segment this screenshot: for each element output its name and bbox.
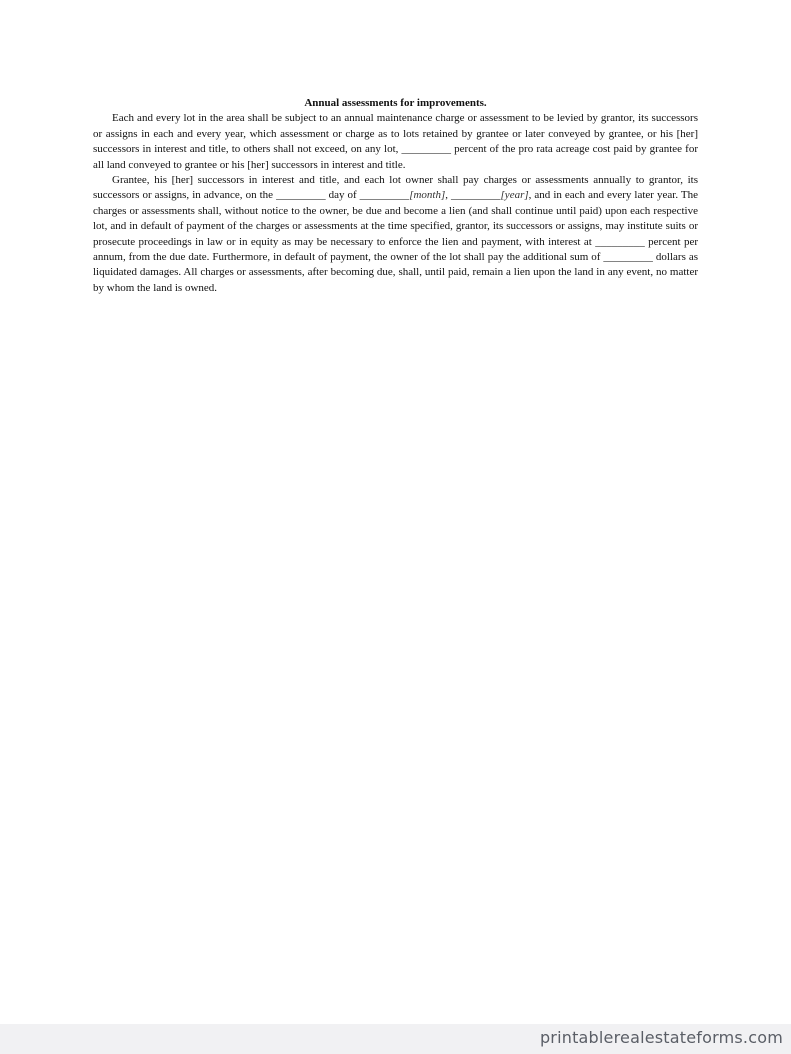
month-placeholder: [month] bbox=[409, 189, 446, 202]
paragraph-2-part-1: Grantee, his [her] successors in interest and title, and each lot owner shall pay charges or assessments annually to grantor, its successors or assigns, in advance, on the _________ day of _________ bbox=[93, 174, 698, 202]
document-title: Annual assessments for improvements. bbox=[304, 97, 487, 109]
year-placeholder: [year] bbox=[500, 189, 529, 202]
paragraph-payment-terms bbox=[93, 173, 698, 296]
paragraph-maintenance-charge: Each and every lot in the area shall be subject to an annual maintenance charge or assessment to be levied by grantor, its successors or assigns in each and every year, which assessment or charge as to lots retained by grantee or later conveyed by grantee, or his [her] successors in interest and title, to others shall not exceed, on any lot, _________ percent of the pro rata acreage cost paid by grantee for all land conveyed to grantee or his [her] successors in interest and title. bbox=[93, 112, 698, 171]
paragraph-2-part-2: , _________ bbox=[445, 189, 501, 202]
document-body bbox=[93, 96, 698, 296]
site-watermark: printablerealestateforms.com bbox=[539, 1028, 783, 1047]
paragraph-2-part-3: , and in each and every later year. The charges or assessments shall, without notice to the owner, be due and become a lien (and shall continue until paid) upon each respective lot, and in default of payment of the charges or assessments at the time specified, grantor, its successors or assigns, may institute suits or prosecute proceedings in law or in equity as may be necessary to enforce the lien and payment, with interest at _________ percent per annum, from the due date. Furthermore, in default of payment, the owner of the lot shall pay the additional sum of _________ dollars as liquidated damages. All charges or assessments, after becoming due, shall, until paid, remain a lien upon the land in any event, no matter by whom the land is owned. bbox=[93, 189, 698, 294]
footer-bar bbox=[0, 1024, 791, 1054]
